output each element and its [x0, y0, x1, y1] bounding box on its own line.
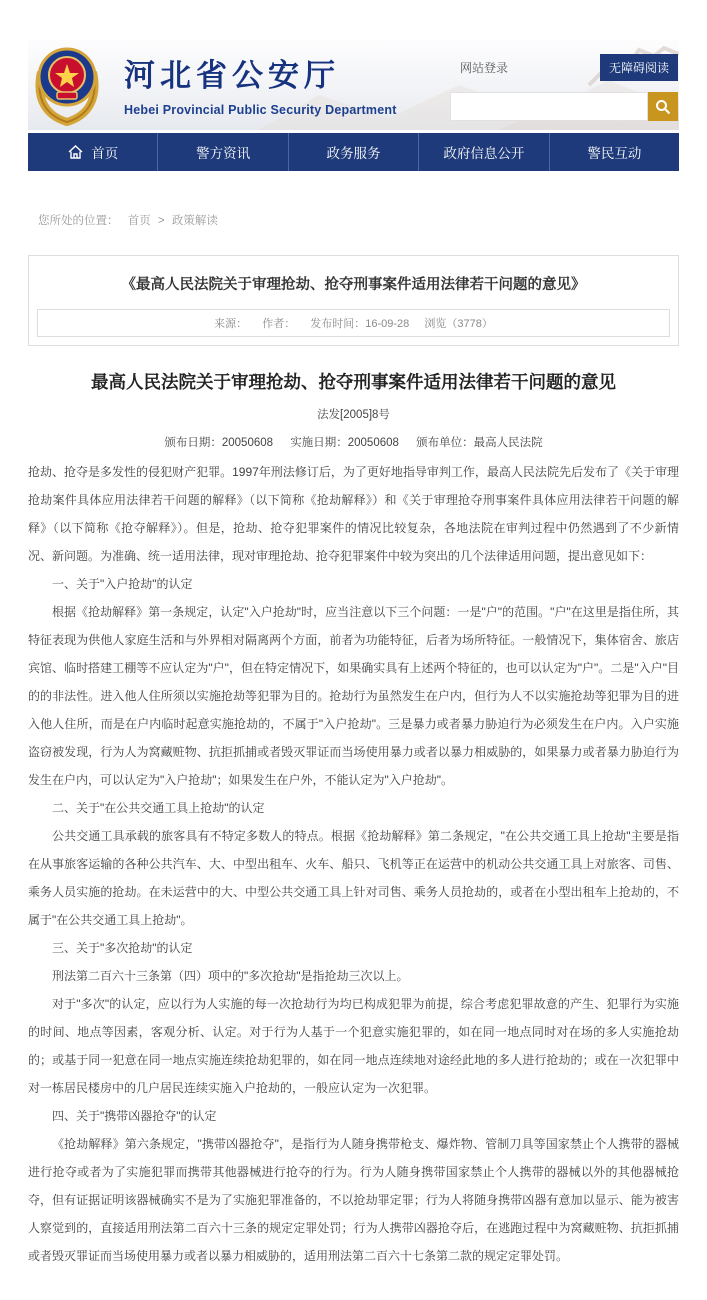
search-bar — [450, 92, 678, 121]
document-paragraph: 公共交通工具承载的旅客具有不特定多数人的特点。根据《抢劫解释》第二条规定，"在公共交通工具上抢劫"主要是指在从事旅客运输的各种公共汽车、大、中型出租车、火车、船只、飞机等正在运营中的机动公共交通工具上对旅客、司售、乘务人员实施的抢劫。在未运营中的大、中型公共交通工具上针对司售、乘务人员抢劫的，或者在小型出租车上抢劫的，不属于"在公共交通工具上抢劫"。 — [28, 829, 679, 927]
article-title: 《最高人民法院关于审理抢劫、抢夺刑事案件适用法律若干问题的意见》 — [121, 277, 586, 293]
article-source: 来源： — [214, 318, 248, 330]
effective-date: 实施日期：20050608 — [290, 437, 399, 449]
breadcrumb-home-link[interactable]: 首页 — [127, 215, 151, 227]
police-badge-logo-icon — [31, 44, 103, 130]
breadcrumb — [38, 212, 679, 228]
page-container — [28, 0, 679, 1300]
nav-item-info-disclosure[interactable] — [418, 133, 548, 171]
document-number: 法发[2005]8号 — [317, 409, 390, 421]
site-header — [28, 40, 679, 130]
document — [28, 369, 679, 1300]
site-subtitle: Hebei Provincial Public Security Department — [124, 103, 397, 117]
document-meta — [28, 434, 679, 450]
header-right — [450, 54, 678, 121]
article-meta-bar — [37, 309, 670, 337]
breadcrumb-separator: > — [157, 215, 165, 227]
nav-item-news[interactable] — [157, 133, 287, 171]
nav-item-services[interactable] — [288, 133, 418, 171]
login-link[interactable]: 网站登录 — [460, 61, 509, 75]
main-nav — [28, 133, 679, 171]
nav-item-label: 警方资讯 — [196, 146, 251, 161]
issuer: 颁布单位：最高人民法院 — [416, 437, 543, 449]
article-header-box — [28, 255, 679, 346]
article-publish-time: 发布时间：16-09-28 — [310, 318, 410, 330]
document-section-heading: 二、关于"在公共交通工具上抢劫"的认定 — [52, 801, 265, 815]
nav-item-label: 首页 — [91, 146, 119, 161]
document-paragraph: 根据《抢劫解释》第一条规定，认定"入户抢劫"时，应当注意以下三个问题：一是"户"的范围。"户"在这里是指住所，其特征表现为供他人家庭生活和与外界相对隔离两个方面，前者为功能特征，后者为场所特征。一般情况下，集体宿舍、旅店宾馆、临时搭建工棚等不应认定为"户"，但在特定情况下，如果确实具有上述两个特征的，也可以认定为"户"。二是"入户"目的的非法性。进入他人住所须以实施抢劫等犯罪为目的。抢劫行为虽然发生在户内，但行为人不以实施抢劫等犯罪为目的进入他人住所，而是在户内临时起意实施抢劫的，不属于"入户抢劫"。三是暴力或者暴力胁迫行为必须发生在户内。入户实施盗窃被发现，行为人为窝藏赃物、抗拒抓捕或者毁灭罪证而当场使用暴力或者以暴力相威胁的，如果暴力或者暴力胁迫行为发生在户内，可以认定为"入户抢劫"；如果发生在户外，不能认定为"入户抢劫"。 — [28, 605, 679, 787]
document-paragraph: 抢劫、抢夺是多发性的侵犯财产犯罪。1997年刑法修订后，为了更好地指导审判工作，最高人民法院先后发布了《关于审理抢劫案件具体应用法律若干问题的解释》（以下简称《抢劫解释》）和《关于审理抢夺刑事案件具体应用法律若干问题的解释》（以下简称《抢夺解释》）。但是，抢劫、抢夺犯罪案件的情况比较复杂，各地法院在审判过程中仍然遇到了不少新情况、新问题。为准确、统一适用法律，现对审理抢劫、抢夺犯罪案件中较为突出的几个法律适用问题，提出意见如下： — [28, 465, 679, 563]
nav-item-home[interactable] — [28, 133, 157, 171]
document-section-heading: 一、关于"入户抢劫"的认定 — [52, 577, 193, 591]
document-section-heading: 四、关于"携带凶器抢夺"的认定 — [52, 1109, 217, 1123]
breadcrumb-current-link[interactable]: 政策解读 — [171, 215, 218, 227]
nav-item-label: 政府信息公开 — [443, 146, 525, 161]
issue-date: 颁布日期：20050608 — [164, 437, 274, 449]
search-icon — [655, 99, 671, 115]
search-button[interactable] — [648, 92, 678, 121]
search-input[interactable] — [450, 92, 648, 121]
article-author: 作者： — [262, 318, 296, 330]
document-paragraph: 《抢劫解释》第六条规定，"携带凶器抢夺"，是指行为人随身携带枪支、爆炸物、管制刀具等国家禁止个人携带的器械进行抢夺或者为了实施犯罪而携带其他器械进行抢夺的行为。行为人随身携带国家禁止个人携带的器械以外的其他器械抢夺，但有证据证明该器械确实不是为了实施犯罪准备的，不以抢劫罪定罪；行为人将随身携带凶器有意加以显示、能为被害人察觉到的，直接适用刑法第二百六十三条的规定定罪处罚；行为人携带凶器抢夺后，在逃跑过程中为窝藏赃物、抗拒抓捕或者毁灭罪证而当场使用暴力或者以暴力相威胁的，适用刑法第二百六十七条第二款的规定定罪处罚。 — [28, 1137, 679, 1263]
nav-item-label: 政务服务 — [326, 146, 381, 161]
document-paragraph: 刑法第二百六十三条第（四）项中的"多次抢劫"是指抢劫三次以上。 — [52, 969, 409, 983]
site-title: 河北省公安厅 — [124, 58, 340, 93]
document-paragraph: 对于"多次"的认定，应以行为人实施的每一次抢劫行为均已构成犯罪为前提，综合考虑犯罪故意的产生、犯罪行为实施的时间、地点等因素，客观分析、认定。对于行为人基于一个犯意实施犯罪的，如在同一地点同时对在场的多人实施抢劫的；或基于同一犯意在同一地点实施连续抢劫犯罪的，如在同一地点连续地对途经此地的多人进行抢劫的；或在一次犯罪中对一栋居民楼房中的几户居民连续实施入户抢劫的，一般应认定为一次犯罪。 — [28, 997, 679, 1095]
accessibility-button[interactable]: 无障碍阅读 — [600, 54, 678, 81]
breadcrumb-prefix: 您所处的位置： — [38, 215, 119, 227]
nav-item-label: 警民互动 — [587, 146, 642, 161]
document-title: 最高人民法院关于审理抢劫、抢夺刑事案件适用法律若干问题的意见 — [91, 372, 616, 392]
nav-item-interaction[interactable] — [549, 133, 679, 171]
home-icon — [67, 144, 84, 160]
article-views: 浏览（3778） — [424, 318, 493, 330]
site-titles — [124, 50, 397, 117]
document-section-heading: 三、关于"多次抢劫"的认定 — [52, 941, 193, 955]
